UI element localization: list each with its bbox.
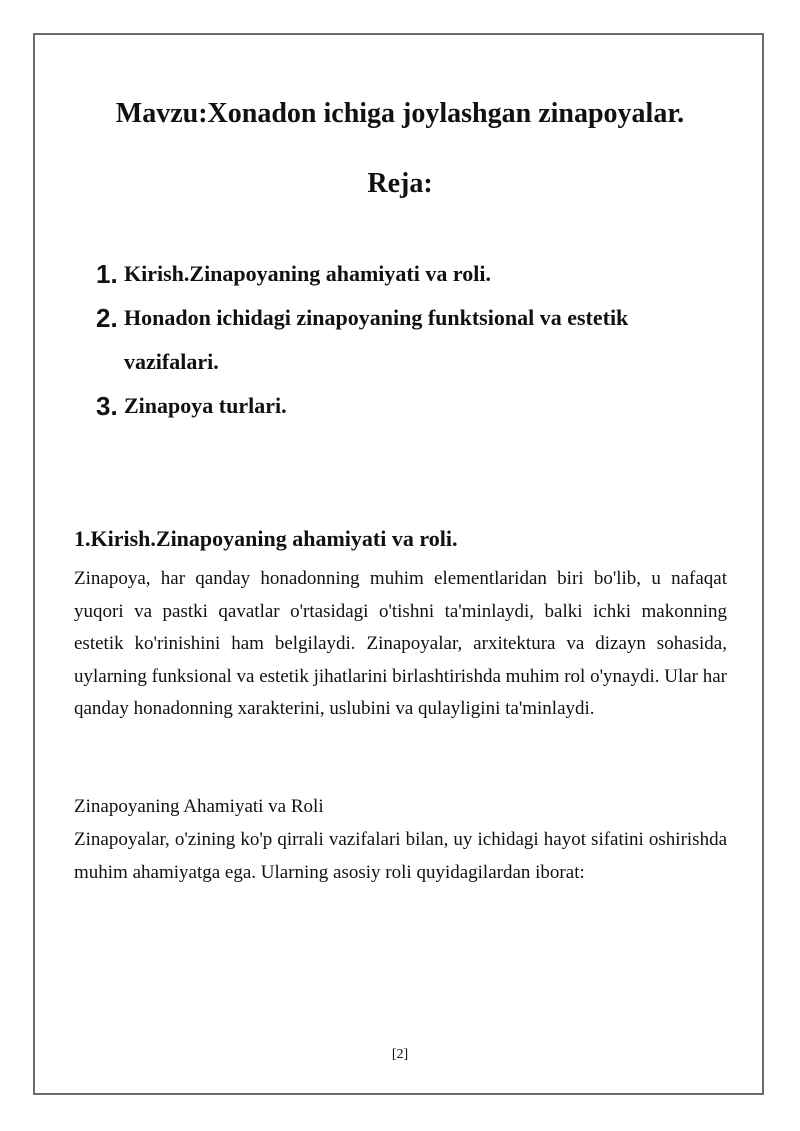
subheading: Zinapoyaning Ahamiyati va Roli: [74, 796, 324, 817]
page-number: [2]: [391, 1047, 409, 1062]
section-heading: 1.Kirish.Zinapoyaning ahamiyati va roli.: [74, 526, 458, 551]
paragraph-roles: Zinapoyalar, o'zining ko'p qirrali vazifalari bilan, uy ichidagi hayot sifatini oshirishda muhim ahamiyatga ega. Ularning asosiy roli quyidagilardan iborat:: [74, 829, 727, 883]
plan-item-text: Zinapoya turlari.: [124, 393, 287, 418]
plan-item-2: [96, 296, 716, 384]
plan-item-3: [96, 384, 716, 428]
plan-list: [96, 252, 716, 428]
plan-item-number: 1.: [96, 259, 118, 289]
plan-item-text: Kirish.Zinapoyaning ahamiyati va roli.: [124, 261, 491, 286]
paragraph-intro: Zinapoya, har qanday honadonning muhim elementlaridan biri bo'lib, u nafaqat yuqori va pastki qavatlar o'rtasidagi o'tishni ta'minlaydi, balki ichki makonning estetik ko'rinishini ham belgilaydi. Zinapoyalar, arxitektura va dizayn sohasida, uylarning funksional va estetik jihatlarini birlashtirishda muhim rol o'ynaydi. Ular har qanday honadonning xarakterini, uslubini va qulayligini ta'minlaydi.: [74, 568, 727, 719]
plan-item-1: [96, 252, 716, 296]
plan-heading: Reja:: [367, 168, 433, 199]
plan-item-number: 2.: [96, 303, 118, 333]
plan-item-number: 3.: [96, 391, 118, 421]
plan-item-text: Honadon ichidagi zinapoyaning funktsional va estetik vazifalari.: [124, 305, 629, 374]
document-title: Mavzu:Xonadon ichiga joylashgan zinapoyalar.: [115, 98, 685, 129]
